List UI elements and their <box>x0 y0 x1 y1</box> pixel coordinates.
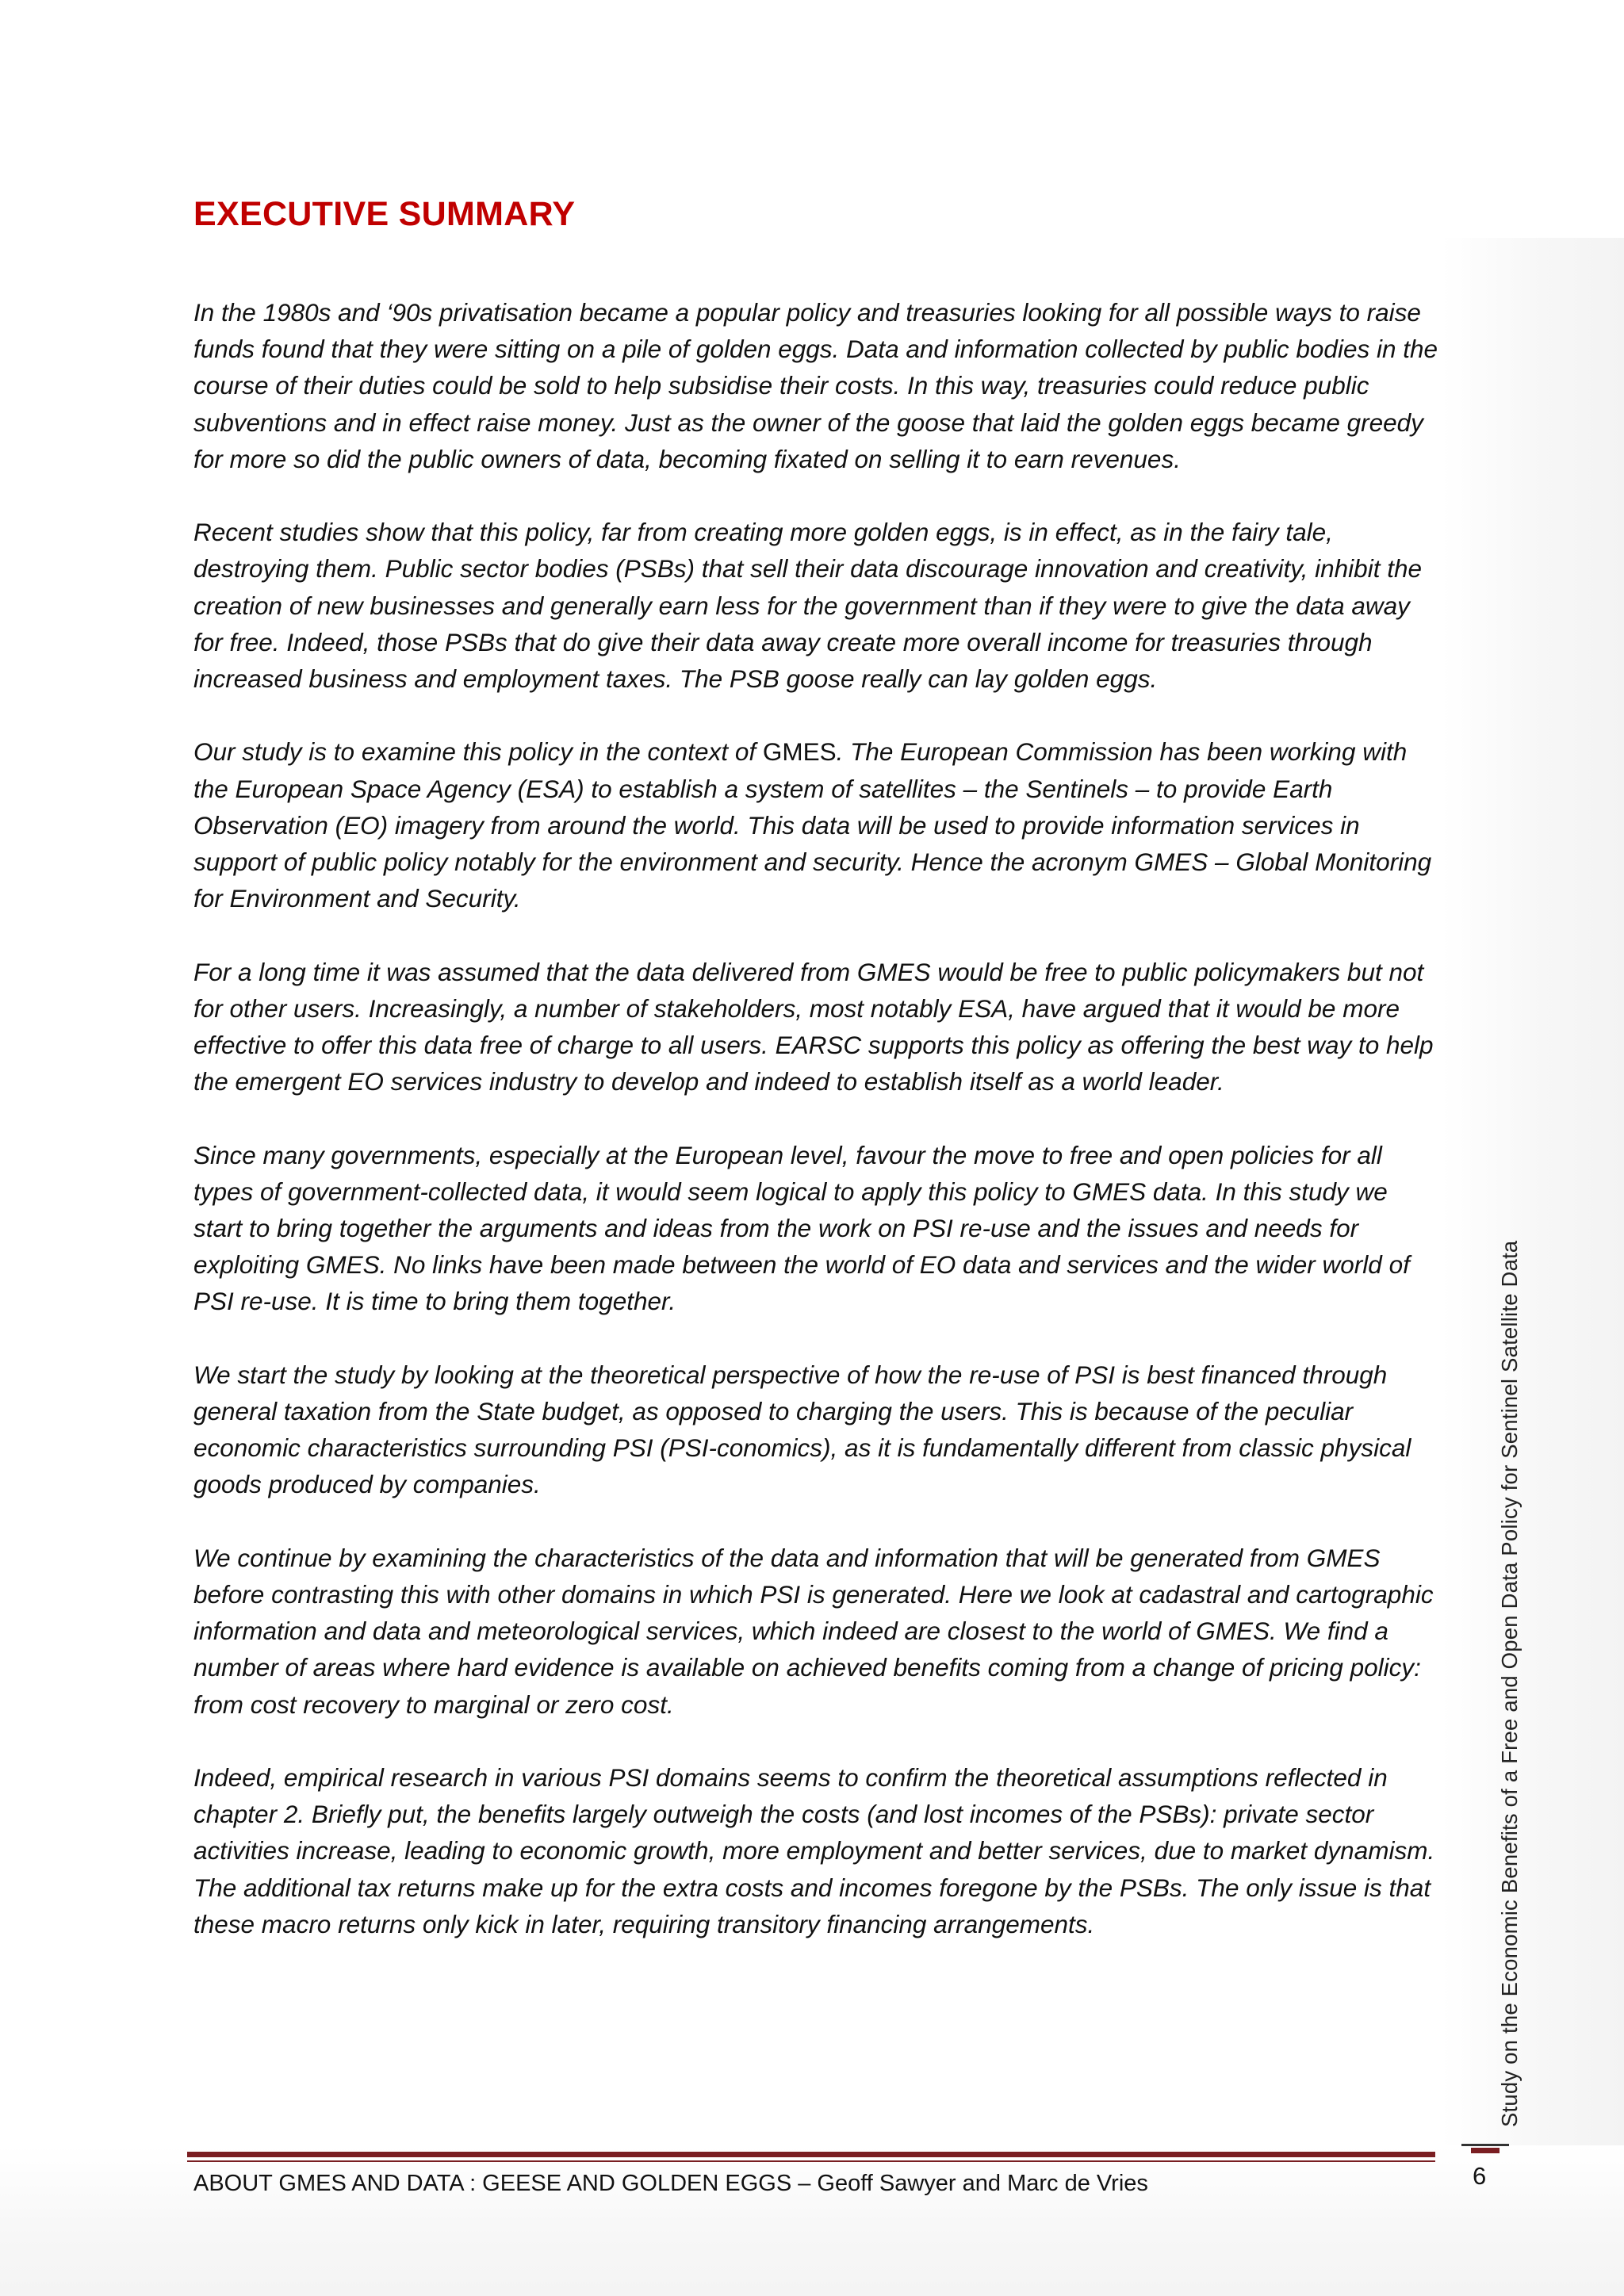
vertical-document-title: Study on the Economic Benefits of a Free and Open Data Policy for Sentinel Satellite Data <box>1497 1240 1522 2127</box>
paragraph-3-start: Our study is to examine this policy in the context of <box>193 737 756 767</box>
page-number-mark-bar <box>1471 2148 1500 2153</box>
right-margin-shade <box>1442 238 1624 2296</box>
bottom-margin-shade <box>0 2145 1624 2296</box>
page-number: 6 <box>1473 2162 1487 2190</box>
paragraph-6: We start the study by looking at the theoretical perspective of how the re-use of PSI is best financed through general taxation from the State budget, as opposed to charging the users. This is because of the peculiar economic characteristics surrounding PSI (PSI-conomics), as it is fundamentally different from classic physical goods produced by companies. <box>193 1360 1411 1499</box>
paragraph-1: In the 1980s and ‘90s privatisation became a popular policy and treasuries looking for all possible ways to raise funds found that they were sitting on a pile of golden eggs. Data and information collected by public bodies in the course of their duties could be sold to help subsidise their costs. In this way, treasuries could reduce public subventions and in effect raise money. Just as the owner of the goose that laid the golden eggs became greedy for more so did the public owners of data, becoming fixated on selling it to earn revenues. <box>193 298 1438 473</box>
body-text <box>193 294 1438 1942</box>
footer-rule-thick <box>187 2152 1435 2157</box>
footer-title: ABOUT GMES AND DATA : GEESE AND GOLDEN EGGS – Geoff Sawyer and Marc de Vries <box>193 2171 1148 2196</box>
page-number-mark <box>1461 2144 1509 2153</box>
paragraph-7: We continue by examining the characteristics of the data and information that will be generated from GMES before contrasting this with other domains in which PSI is generated. Here we look at cadastral and cartographic information and data and meteorological services, which indeed are closest to the world of GMES. We find a number of areas where hard evidence is available on achieved benefits coming from a change of pricing policy: from cost recovery to marginal or zero cost. <box>193 1543 1434 1719</box>
paragraph-3 <box>193 733 1438 916</box>
footer-rule-thin <box>187 2160 1435 2162</box>
page-number-mark-line <box>1461 2144 1509 2146</box>
section-heading: EXECUTIVE SUMMARY <box>193 195 576 233</box>
paragraph-8: Indeed, empirical research in various PSI domains seems to confirm the theoretical assumptions reflected in chapter 2. Briefly put, the benefits largely outweigh the costs (and lost incomes of the PSBs): private sector activities increase, leading to economic growth, more employment and better services, due to market dynamism. The additional tax returns make up for the extra costs and incomes foregone by the PSBs. The only issue is that these macro returns only kick in later, requiring transitory financing arrangements. <box>193 1763 1435 1938</box>
paragraph-3-rest: . The European Commission has been working with the European Space Agency (ESA) to establish a system of satellites – the Sentinels – to provide Earth Observation (EO) imagery from around the world. This data will be used to provide information services in support of public policy notably for the environment and security. Hence the acronym GMES – Global Monitoring for Environment and Security. <box>193 737 1432 913</box>
paragraph-5: Since many governments, especially at the European level, favour the move to free and open policies for all types of government-collected data, it would seem logical to apply this policy to GMES data. In this study we start to bring together the arguments and ideas from the work on PSI re-use and the issues and needs for exploiting GMES. No links have been made between the world of EO data and services and the wider world of PSI re-use. It is time to bring them together. <box>193 1140 1410 1316</box>
paragraph-2: Recent studies show that this policy, far from creating more golden eggs, is in effect, as in the fairy tale, destroying them. Public sector bodies (PSBs) that sell their data discourage innovation and creativity, inhibit the creation of new businesses and generally earn less for the government than if they were to give the data away for free. Indeed, those PSBs that do give their data away create more overall income for treasuries through increased business and employment taxes. The PSB goose really can lay golden eggs. <box>193 518 1422 694</box>
gmes-term: GMES <box>762 737 837 767</box>
paragraph-4: For a long time it was assumed that the data delivered from GMES would be free to public policymakers but not for other users. Increasingly, a number of stakeholders, most notably ESA, have argued that it would be more effective to offer this data free of charge to all users. EARSC supports this policy as offering the best way to help the emergent EO services industry to develop and indeed to establish itself as a world leader. <box>193 957 1434 1096</box>
